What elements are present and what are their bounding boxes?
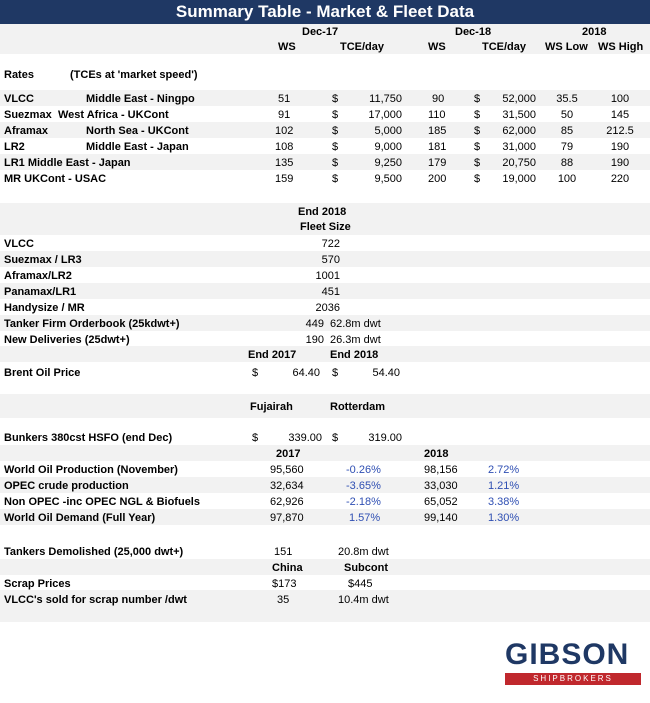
fleet-value: 2036 (315, 302, 340, 314)
currency-symbol: $ (332, 367, 339, 379)
bunkers-rotterdam: 319.00 (368, 432, 402, 444)
fleet-label: Handysize / MR (4, 302, 85, 314)
oil-2018-value: 99,140 (424, 512, 458, 524)
header-2018: 2018 (582, 26, 607, 38)
fleet-value: 451 (321, 286, 340, 298)
bunkers-header-fujairah: Fujairah (250, 401, 293, 413)
ws-high: 100 (610, 93, 630, 105)
tce-2017: 17,000 (368, 109, 402, 121)
oil-2017-value: 97,870 (270, 512, 304, 524)
currency-symbol: $ (474, 173, 481, 185)
oil-header-2017: 2017 (276, 448, 301, 460)
currency-symbol: $ (332, 141, 339, 153)
vlcc-scrap-dwt: 10.4m dwt (338, 594, 389, 606)
header-dec18: Dec-18 (455, 26, 492, 38)
vessel-label: LR2 (4, 141, 25, 153)
oil-2018-value: 33,030 (424, 480, 458, 492)
ws-low: 50 (560, 109, 574, 121)
currency-symbol: $ (474, 109, 481, 121)
rates-label: Rates (4, 69, 34, 81)
scrap-price-subcont: $445 (348, 578, 373, 590)
tce-2017: 5,000 (374, 125, 402, 137)
tankers-demolished-number: 151 (274, 546, 293, 558)
bunkers-label: Bunkers 380cst HSFO (end Dec) (4, 432, 173, 444)
ws-2017: 91 (278, 109, 291, 121)
tce-2018: 31,000 (502, 141, 536, 153)
currency-symbol: $ (332, 109, 339, 121)
currency-symbol: $ (332, 173, 339, 185)
header-ws-18: WS (428, 41, 446, 53)
ws-low: 88 (560, 157, 574, 169)
header-band (0, 346, 650, 362)
ws-high: 220 (610, 173, 630, 185)
route-label: Middle East - Japan (86, 141, 189, 153)
route-label: North Sea - UKCont (86, 125, 189, 137)
currency-symbol: $ (332, 432, 339, 444)
header-band (0, 445, 650, 461)
fleet-label: Aframax/LR2 (4, 270, 72, 282)
bunkers-header-rotterdam: Rotterdam (330, 401, 386, 413)
fleet-header-year: End 2018 (298, 206, 347, 218)
fleet-label: VLCC (4, 238, 34, 250)
currency-symbol: $ (252, 432, 259, 444)
oil-2018-value: 98,156 (424, 464, 458, 476)
gibson-logo (505, 640, 641, 685)
header-band (0, 559, 650, 575)
tce-2017: 9,250 (374, 157, 402, 169)
currency-symbol: $ (332, 125, 339, 137)
header-tce-18: TCE/day (482, 41, 527, 53)
oil-label: World Oil Demand (Full Year) (4, 512, 156, 524)
currency-symbol: $ (474, 141, 481, 153)
scrap-prices-label: Scrap Prices (4, 578, 71, 590)
vessel-label: MR UKCont - USAC (4, 173, 107, 185)
ws-2017: 135 (275, 157, 294, 169)
oil-2018-change: 1.21% (488, 480, 520, 492)
ws-2018: 90 (432, 93, 445, 105)
fleet-value: 722 (321, 238, 340, 250)
scrap-header-subcont: Subcont (344, 562, 388, 574)
fleet-value: 1001 (315, 270, 340, 282)
header-dec17: Dec-17 (302, 26, 339, 38)
currency-symbol: $ (474, 93, 481, 105)
fleet-dwt: 62.8m dwt (330, 318, 381, 330)
vessel-label: VLCC (4, 93, 34, 105)
ws-2017: 108 (275, 141, 294, 153)
ws-2018: 110 (428, 109, 446, 121)
fleet-label: New Deliveries (25dwt+) (4, 334, 130, 346)
header-band (0, 394, 650, 418)
brent-2017: 64.40 (292, 367, 320, 379)
oil-header-2018: 2018 (424, 448, 449, 460)
currency-symbol: $ (332, 157, 339, 169)
oil-2018-change: 2.72% (488, 464, 520, 476)
header-tce-17: TCE/day (340, 41, 385, 53)
tce-2017: 9,000 (374, 141, 402, 153)
oil-2018-change: 3.38% (488, 496, 520, 508)
currency-symbol: $ (332, 93, 339, 105)
vlcc-scrap-label: VLCC's sold for scrap number /dwt (4, 594, 187, 606)
fleet-value: 190 (305, 334, 324, 346)
ws-low: 100 (557, 173, 577, 185)
route-label: Middle East - Ningpo (86, 93, 195, 105)
tce-2017: 9,500 (374, 173, 402, 185)
fleet-label: Panamax/LR1 (4, 286, 77, 298)
bunkers-fujairah: 339.00 (288, 432, 322, 444)
oil-label: Non OPEC -inc OPEC NGL & Biofuels (4, 496, 200, 508)
ws-2018: 185 (428, 125, 447, 137)
scrap-price-china: $173 (272, 578, 297, 590)
fleet-dwt: 26.3m dwt (330, 334, 381, 346)
header-ws-high: WS High (598, 41, 644, 53)
oil-label: World Oil Production (November) (4, 464, 178, 476)
oil-2017-value: 62,926 (270, 496, 304, 508)
ws-2017: 51 (278, 93, 291, 105)
header-ws-17: WS (278, 41, 296, 53)
tce-2018: 31,500 (502, 109, 536, 121)
ws-2018: 181 (428, 141, 447, 153)
ws-low: 79 (560, 141, 574, 153)
vessel-label: Aframax (4, 125, 49, 137)
fleet-value: 570 (321, 254, 340, 266)
fleet-label: Tanker Firm Orderbook (25kdwt+) (4, 318, 180, 330)
vessel-label: LR1 Middle East - Japan (4, 157, 131, 169)
fleet-value: 449 (305, 318, 324, 330)
tce-2018: 62,000 (502, 125, 536, 137)
vlcc-scrap-number: 35 (277, 594, 290, 606)
currency-symbol: $ (252, 367, 259, 379)
logo-subtitle: SHIPBROKERS (505, 673, 641, 685)
ws-high: 145 (610, 109, 630, 121)
brent-label: Brent Oil Price (4, 367, 81, 379)
brent-2018: 54.40 (372, 367, 400, 379)
tce-2018: 19,000 (502, 173, 536, 185)
fleet-header-size: Fleet Size (300, 221, 351, 233)
oil-2018-change: 1.30% (488, 512, 520, 524)
oil-2017-value: 95,560 (270, 464, 304, 476)
ws-2018: 200 (428, 173, 447, 185)
fleet-label: Suezmax / LR3 (4, 254, 82, 266)
rates-note: (TCEs at 'market speed') (70, 69, 198, 81)
brent-header-2017: End 2017 (248, 349, 297, 361)
ws-2017: 102 (275, 125, 294, 137)
tce-2017: 11,750 (369, 93, 402, 105)
oil-2017-change: -0.26% (346, 464, 381, 476)
vessel-label: Suezmax (4, 109, 52, 121)
page-title: Summary Table - Market & Fleet Data (0, 0, 650, 24)
oil-2017-change: 1.57% (349, 512, 381, 524)
ws-high: 190 (610, 157, 630, 169)
oil-2017-value: 32,634 (270, 480, 304, 492)
ws-2018: 179 (428, 157, 447, 169)
brent-header-2018: End 2018 (330, 349, 379, 361)
ws-low: 85 (560, 125, 574, 137)
header-ws-low: WS Low (545, 41, 588, 53)
ws-high: 212.5 (606, 125, 634, 137)
ws-high: 190 (610, 141, 630, 153)
tankers-demolished-label: Tankers Demolished (25,000 dwt+) (4, 546, 184, 558)
logo-name: GIBSON (505, 638, 630, 671)
currency-symbol: $ (474, 157, 481, 169)
tce-2018: 20,750 (502, 157, 536, 169)
scrap-header-china: China (272, 562, 303, 574)
tce-2018: 52,000 (502, 93, 536, 105)
ws-2017: 159 (275, 173, 294, 185)
currency-symbol: $ (474, 125, 481, 137)
route-label: West Africa - UKCont (58, 109, 169, 121)
oil-2018-value: 65,052 (424, 496, 458, 508)
tankers-demolished-dwt: 20.8m dwt (338, 546, 389, 558)
oil-2017-change: -2.18% (346, 496, 381, 508)
ws-low: 35.5 (556, 93, 578, 105)
oil-label: OPEC crude production (4, 480, 129, 492)
oil-2017-change: -3.65% (346, 480, 381, 492)
